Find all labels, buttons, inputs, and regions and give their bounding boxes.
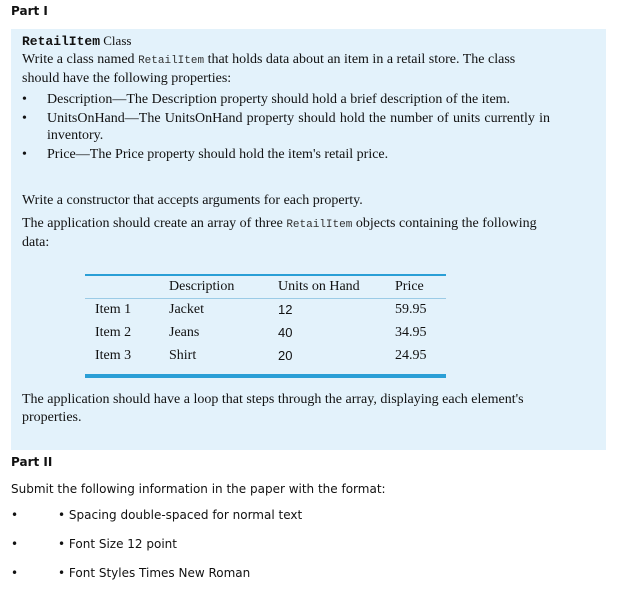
format-list xyxy=(0,508,639,595)
array-text-1: The application should create an array of three xyxy=(22,216,287,231)
list-item: • • Spacing double-spaced for normal text xyxy=(11,508,303,522)
table-row: Item 3 Shirt 20 24.95 xyxy=(95,348,427,363)
table-header-row xyxy=(85,276,446,299)
part-2-intro: Submit the following information in the paper with the format: xyxy=(11,482,386,496)
bullet: • xyxy=(11,508,19,522)
array-class-code: RetailItem xyxy=(286,219,353,231)
intro-text-1: Write a class named xyxy=(22,52,139,67)
property-list xyxy=(22,91,550,165)
part-1-title: Part I xyxy=(11,4,48,18)
intro-text-2: that holds data about an item in a retail store. The class should have the following properties: xyxy=(22,52,516,86)
list-item: • Description—The Description property should hold a brief description of the item. xyxy=(22,92,511,107)
bullet: • xyxy=(11,566,19,580)
class-name-code: RetailItem xyxy=(22,34,101,49)
header-price: Price xyxy=(395,279,424,294)
table-row: Item 2 Jeans 40 34.95 xyxy=(95,325,427,340)
table-bottom-rule xyxy=(85,374,446,378)
part-2-title: Part II xyxy=(11,455,53,469)
array-paragraph xyxy=(22,215,550,252)
constructor-paragraph: Write a constructor that accepts arguments for each property. xyxy=(22,193,363,208)
class-word: Class xyxy=(100,33,132,48)
data-table xyxy=(85,274,446,378)
header-units: Units on Hand xyxy=(278,279,360,294)
bullet: • xyxy=(11,537,19,551)
list-item: • UnitsOnHand—The UnitsOnHand property should hold the number of units currently in inventory. xyxy=(22,111,550,143)
header-description: Description xyxy=(169,279,235,294)
class-heading xyxy=(22,33,131,49)
table-row: Item 1 Jacket 12 59.95 xyxy=(95,302,427,317)
exercise-box xyxy=(11,29,606,450)
list-item: • Price—The Price property should hold the item's retail price. xyxy=(22,147,389,162)
loop-paragraph: The application should have a loop that steps through the array, displaying each element's properties. xyxy=(22,392,524,425)
intro-paragraph xyxy=(22,51,550,88)
list-item: • • Font Styles Times New Roman xyxy=(11,566,251,580)
array-text-2: objects containing the following data: xyxy=(22,216,537,250)
intro-class-code: RetailItem xyxy=(138,55,205,67)
list-item: • • Font Size 12 point xyxy=(11,537,177,551)
